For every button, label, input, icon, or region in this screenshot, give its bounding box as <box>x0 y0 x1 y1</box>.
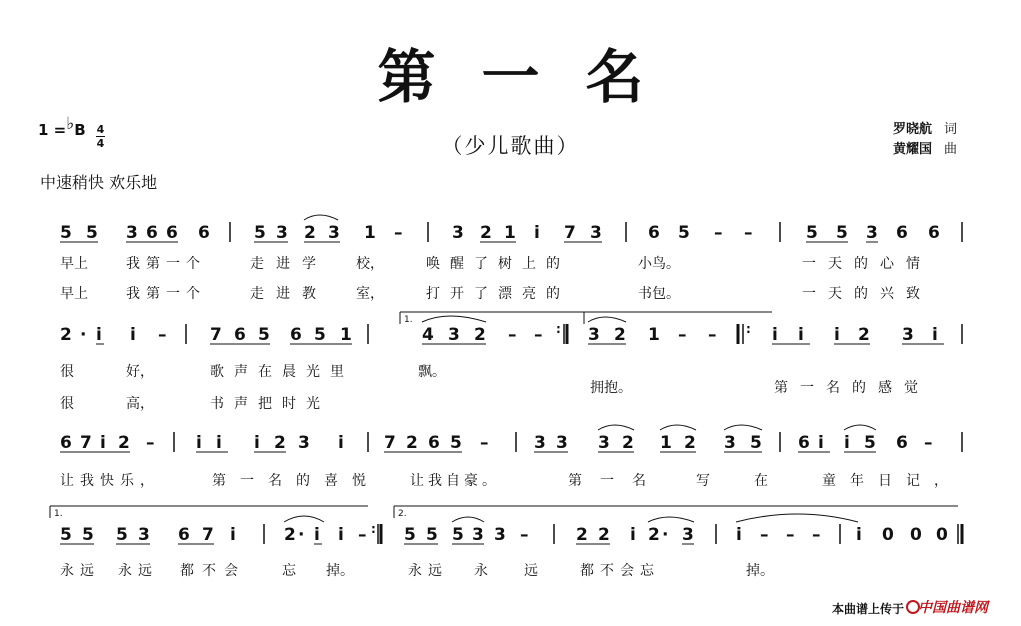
svg-text:i: i <box>196 433 202 453</box>
lyric: 拥抱。 <box>590 380 632 396</box>
time-signature-bottom: 4 <box>96 137 105 150</box>
lyric: 都不会忘 <box>580 563 660 579</box>
svg-text:5: 5 <box>116 525 128 545</box>
svg-text:2: 2 <box>284 525 296 545</box>
svg-text::: : <box>556 322 561 336</box>
lyric: 唤醒了树上的 <box>426 256 570 272</box>
svg-text:2: 2 <box>60 325 72 345</box>
svg-text:6: 6 <box>60 433 72 453</box>
svg-text:5: 5 <box>254 223 266 243</box>
svg-text:·: · <box>298 525 305 545</box>
staff-row-1 <box>38 218 968 250</box>
svg-text:–: – <box>508 325 517 345</box>
svg-text:6: 6 <box>896 433 908 453</box>
lyric: 永远 <box>408 563 448 579</box>
svg-text:3: 3 <box>534 433 546 453</box>
svg-text:7: 7 <box>202 525 214 545</box>
staff-row-4 <box>38 509 968 552</box>
svg-text:5: 5 <box>426 525 438 545</box>
svg-text:3: 3 <box>276 223 288 243</box>
lyric: 好， <box>126 364 154 380</box>
lyric: 让我快乐， <box>60 473 160 489</box>
lyric: 打开了漂亮的 <box>426 286 570 302</box>
lyric: 第一名的感觉 <box>774 380 930 396</box>
svg-text:5: 5 <box>314 325 326 345</box>
svg-text:6: 6 <box>928 223 940 243</box>
svg-text:i: i <box>130 325 136 345</box>
svg-text:7: 7 <box>384 433 396 453</box>
volta-first-label: 1. <box>404 315 413 325</box>
svg-text:6: 6 <box>234 325 246 345</box>
svg-text:i: i <box>338 525 344 545</box>
lyric: 小鸟。 <box>638 256 680 272</box>
svg-text:3: 3 <box>126 223 138 243</box>
lyric: 高， <box>126 396 154 412</box>
lyric: 掉。 <box>746 563 774 579</box>
key-note: B <box>74 121 86 139</box>
svg-text:·: · <box>662 525 669 545</box>
key-prefix: 1 = <box>38 121 67 139</box>
notation-row-3 <box>38 428 968 460</box>
svg-text:6: 6 <box>798 433 810 453</box>
svg-text:3: 3 <box>138 525 150 545</box>
svg-text:3: 3 <box>494 525 506 545</box>
lyric: 早上 <box>60 286 88 302</box>
svg-text:2: 2 <box>304 223 316 243</box>
svg-text:i: i <box>534 223 540 243</box>
lyric: 远 <box>524 563 538 579</box>
site-logo-text[interactable]: 中国曲谱网 <box>918 600 988 616</box>
svg-text:i: i <box>772 325 778 345</box>
svg-text:6: 6 <box>290 325 302 345</box>
svg-text:3: 3 <box>472 525 484 545</box>
svg-text:5: 5 <box>404 525 416 545</box>
lyricist-credit <box>893 118 957 137</box>
lyric: 早上 <box>60 256 88 272</box>
svg-text:–: – <box>480 433 489 453</box>
staff-row-3 <box>38 428 968 460</box>
svg-text:5: 5 <box>678 223 690 243</box>
lyric: 走进学 <box>250 256 328 272</box>
lyric: 书包。 <box>638 286 680 302</box>
svg-text:–: – <box>812 525 821 545</box>
lyric: 一天的兴致 <box>802 286 932 302</box>
svg-text:7: 7 <box>80 433 92 453</box>
svg-text:0: 0 <box>882 525 894 545</box>
svg-text:1: 1 <box>648 325 660 345</box>
svg-text:–: – <box>394 223 403 243</box>
volta-second-label: 2. <box>398 509 407 519</box>
svg-text:2: 2 <box>274 433 286 453</box>
svg-text::: : <box>746 322 751 336</box>
time-signature <box>96 123 105 150</box>
svg-text:–: – <box>146 433 155 453</box>
svg-text:6: 6 <box>648 223 660 243</box>
svg-text:2: 2 <box>576 525 588 545</box>
svg-text:2: 2 <box>480 223 492 243</box>
svg-text:2: 2 <box>858 325 870 345</box>
svg-text:5: 5 <box>258 325 270 345</box>
svg-text:2: 2 <box>684 433 696 453</box>
svg-text:1: 1 <box>364 223 376 243</box>
svg-text:2: 2 <box>598 525 610 545</box>
svg-text:5: 5 <box>806 223 818 243</box>
composer-role: 曲 <box>944 142 958 157</box>
svg-text:2: 2 <box>118 433 130 453</box>
svg-text:5: 5 <box>452 525 464 545</box>
lyricist-role: 词 <box>944 122 958 137</box>
svg-text:7: 7 <box>210 325 222 345</box>
lyric: 走进教 <box>250 286 328 302</box>
svg-text:2: 2 <box>622 433 634 453</box>
svg-text:5: 5 <box>836 223 848 243</box>
lyric: 校， <box>356 256 384 272</box>
svg-text:6: 6 <box>896 223 908 243</box>
svg-text:i: i <box>834 325 840 345</box>
svg-text:2: 2 <box>406 433 418 453</box>
lyric: 在 <box>754 473 768 489</box>
svg-text:i: i <box>216 433 222 453</box>
lyric: 飘。 <box>418 364 446 380</box>
svg-text:5: 5 <box>60 525 72 545</box>
svg-text:5: 5 <box>82 525 94 545</box>
lyric: 我第一个 <box>126 256 206 272</box>
svg-text:6: 6 <box>428 433 440 453</box>
svg-text:3: 3 <box>556 433 568 453</box>
svg-text:i: i <box>630 525 636 545</box>
lyric: 一天的心情 <box>802 256 932 272</box>
lyric: 永远 <box>118 563 158 579</box>
svg-text:5: 5 <box>86 223 98 243</box>
svg-text:3: 3 <box>724 433 736 453</box>
svg-text:i: i <box>932 325 938 345</box>
svg-text:3: 3 <box>598 433 610 453</box>
notation-row-4 <box>38 509 968 552</box>
svg-text:3: 3 <box>588 325 600 345</box>
volta-first-label: 1. <box>54 509 63 519</box>
svg-text:i: i <box>818 433 824 453</box>
svg-text:–: – <box>786 525 795 545</box>
lyric: 第一名 <box>568 473 664 489</box>
svg-text:–: – <box>520 525 529 545</box>
lyric: 室， <box>356 286 384 302</box>
svg-text:·: · <box>80 325 87 345</box>
svg-text:5: 5 <box>450 433 462 453</box>
svg-text:3: 3 <box>866 223 878 243</box>
svg-text:5: 5 <box>750 433 762 453</box>
staff-row-2 <box>38 315 968 352</box>
svg-text:2: 2 <box>648 525 660 545</box>
svg-text:1: 1 <box>504 223 516 243</box>
tempo-marking: 中速稍快 欢乐地 <box>40 173 158 192</box>
svg-text:–: – <box>924 433 933 453</box>
svg-text:0: 0 <box>936 525 948 545</box>
svg-text:–: – <box>744 223 753 243</box>
svg-text:7: 7 <box>564 223 576 243</box>
lyric: 都不会 <box>180 563 246 579</box>
svg-text:4: 4 <box>422 325 434 345</box>
svg-text:i: i <box>338 433 344 453</box>
svg-text:5: 5 <box>864 433 876 453</box>
svg-text:6: 6 <box>166 223 178 243</box>
svg-text:5: 5 <box>60 223 72 243</box>
svg-text:3: 3 <box>902 325 914 345</box>
svg-text:6: 6 <box>198 223 210 243</box>
composer-credit <box>893 138 957 157</box>
svg-text:i: i <box>254 433 260 453</box>
svg-text:3: 3 <box>590 223 602 243</box>
lyric: 忘 <box>282 563 296 579</box>
svg-text:–: – <box>534 325 543 345</box>
time-signature-top: 4 <box>96 123 105 136</box>
svg-text:–: – <box>158 325 167 345</box>
svg-text:–: – <box>714 223 723 243</box>
svg-text::: : <box>371 522 376 536</box>
svg-text:i: i <box>314 525 320 545</box>
svg-text:i: i <box>100 433 106 453</box>
svg-text:i: i <box>736 525 742 545</box>
key-signature <box>38 114 86 140</box>
svg-text:i: i <box>844 433 850 453</box>
svg-text:2: 2 <box>614 325 626 345</box>
lyric: 永远 <box>60 563 100 579</box>
lyric: 童年日记， <box>822 473 962 489</box>
svg-text:3: 3 <box>298 433 310 453</box>
lyric: 很 <box>60 396 74 412</box>
song-subtitle: （少儿歌曲） <box>441 134 580 158</box>
svg-text:3: 3 <box>328 223 340 243</box>
svg-text:–: – <box>678 325 687 345</box>
composer-name: 黄耀国 <box>893 142 933 157</box>
svg-text:i: i <box>798 325 804 345</box>
lyric: 我第一个 <box>126 286 206 302</box>
lyricist-name: 罗晓航 <box>893 122 933 137</box>
svg-text:0: 0 <box>910 525 922 545</box>
svg-text:2: 2 <box>474 325 486 345</box>
svg-text:3: 3 <box>682 525 694 545</box>
svg-text:i: i <box>230 525 236 545</box>
svg-text:6: 6 <box>178 525 190 545</box>
lyric: 掉。 <box>326 563 354 579</box>
svg-text:1: 1 <box>340 325 352 345</box>
svg-text:3: 3 <box>452 223 464 243</box>
notation-row-2 <box>38 315 968 352</box>
svg-text:i: i <box>856 525 862 545</box>
notation-row-1 <box>38 218 968 250</box>
svg-text:–: – <box>358 525 367 545</box>
svg-text:6: 6 <box>146 223 158 243</box>
song-title: 第一名 <box>377 43 690 111</box>
svg-text:1: 1 <box>660 433 672 453</box>
lyric: 歌声在晨光里 <box>210 364 354 380</box>
lyric: 让我自豪。 <box>410 473 500 489</box>
lyric: 写 <box>696 473 710 489</box>
lyric: 永 <box>474 563 488 579</box>
svg-text:–: – <box>708 325 717 345</box>
lyric: 第一名的喜悦 <box>212 473 380 489</box>
svg-text:3: 3 <box>448 325 460 345</box>
footer-upload-note: 本曲谱上传于 <box>832 602 905 616</box>
svg-text:–: – <box>760 525 769 545</box>
svg-text:i: i <box>96 325 102 345</box>
lyric: 很 <box>60 364 74 380</box>
lyric: 书声把时光 <box>210 396 330 412</box>
flat-sign: ♭ <box>66 114 75 134</box>
